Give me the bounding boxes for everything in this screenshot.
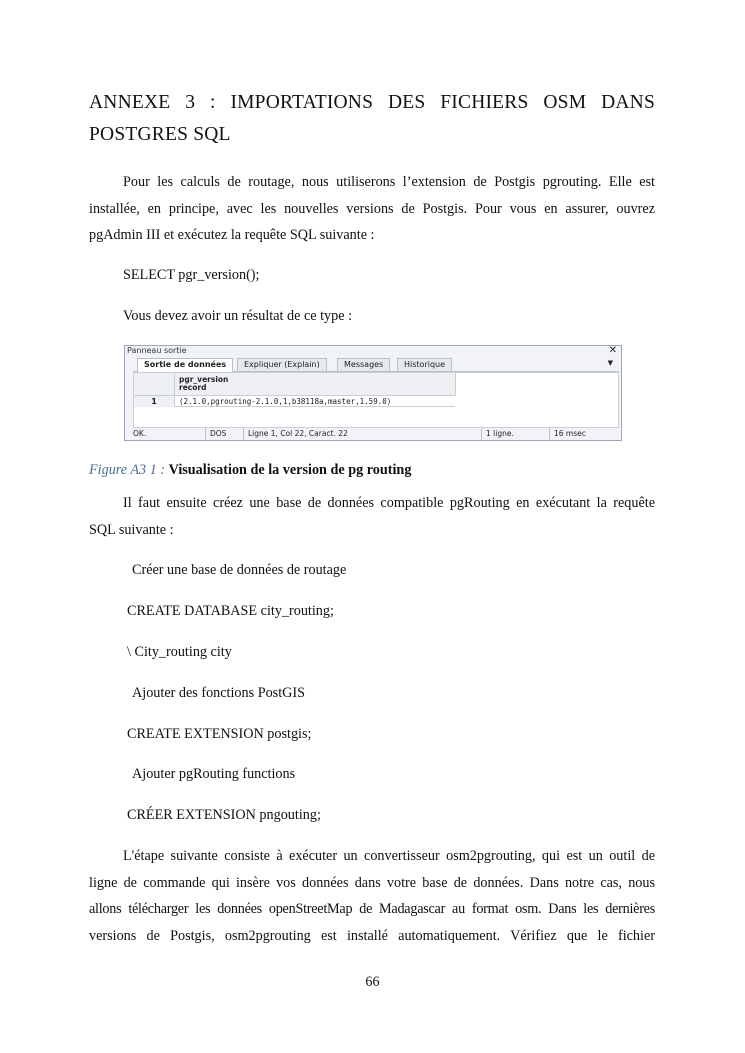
tab-data-output[interactable]: Sortie de données [137, 358, 233, 372]
third-paragraph [89, 843, 655, 949]
step-line: CRÉER EXTENSION pngouting; [127, 807, 321, 823]
paragraph-line: installée, en principe, avec les nouvelles versions de Postgis. Pour vous en assurer, ouvrez [89, 200, 655, 217]
step-line: CREATE EXTENSION postgis; [127, 726, 312, 742]
sql-select-statement: SELECT pgr_version(); [123, 267, 260, 283]
heading-line-2: POSTGRES SQL [89, 124, 231, 145]
figure-label[interactable]: Figure A3 1 : [89, 462, 166, 478]
paragraph-line: versions de Postgis, osm2pgrouting est installé automatiquement. Vérifiez que le fichier [89, 927, 655, 944]
status-rows: 1 ligne. [481, 428, 514, 440]
status-encoding: DOS [205, 428, 226, 440]
paragraph-line: Pour les calculs de routage, nous utiliserons l’extension de Postgis pgrouting. Elle est [123, 174, 655, 190]
row-number: 1 [134, 396, 175, 407]
step-line: \ City_routing city [127, 644, 232, 660]
heading-line-1: ANNEXE 3 : IMPORTATIONS DES FICHIERS OSM DANS [89, 92, 655, 113]
paragraph-line: SQL suivante : [89, 521, 174, 538]
paragraph-line: pgAdmin III et exécutez la requête SQL suivante : [89, 227, 375, 243]
pgadmin-output-panel [124, 345, 622, 441]
figure-title: Visualisation de la version de pg routing [168, 462, 412, 478]
tab-history[interactable]: Historique [397, 358, 452, 371]
column-header[interactable] [175, 373, 456, 396]
status-ok: OK. [133, 429, 147, 438]
figure-caption [89, 461, 411, 479]
page-number: 66 [365, 974, 380, 990]
step-line: Ajouter des fonctions PostGIS [132, 685, 306, 701]
panel-tabs [133, 358, 619, 372]
step-line: Créer une base de données de routage [132, 562, 347, 578]
close-icon[interactable]: ✕ [608, 345, 617, 356]
paragraph-line: Il faut ensuite créez une base de données compatible pgRouting en exécutant la requête [123, 495, 655, 511]
column-type: record [179, 383, 207, 392]
tab-messages[interactable]: Messages [337, 358, 390, 371]
status-bar [125, 428, 621, 440]
result-grid [133, 372, 619, 428]
panel-title: Panneau sortie [127, 346, 187, 355]
paragraph-line: ligne de commande qui insère vos données dans votre base de données. Dans notre cas, nous [89, 874, 655, 891]
annex-heading [89, 87, 655, 151]
row-number-header [134, 373, 175, 396]
status-position: Ligne 1, Col 22, Caract. 22 [243, 428, 348, 440]
tab-explain[interactable]: Expliquer (Explain) [237, 358, 327, 371]
step-line: Ajouter pgRouting functions [132, 766, 296, 782]
status-time: 16 msec [549, 428, 586, 440]
step-line: CREATE DATABASE city_routing; [127, 603, 334, 619]
chevron-down-icon[interactable]: ▼ [607, 359, 613, 367]
paragraph-line: allons télécharger les données openStreetMap de Madagascar au format osm. Dans les dernières [89, 901, 655, 917]
second-paragraph [89, 490, 655, 543]
column-name: pgr_version [179, 375, 229, 384]
result-cell[interactable]: (2.1.0,pgrouting-2.1.0,1,b38118a,master,1.59.0) [175, 396, 455, 407]
result-intro: Vous devez avoir un résultat de ce type : [123, 308, 353, 324]
paragraph-line: L'étape suivante consiste à exécuter un convertisseur osm2pgrouting, qui est un outil de [123, 848, 655, 864]
intro-paragraph [89, 169, 655, 249]
